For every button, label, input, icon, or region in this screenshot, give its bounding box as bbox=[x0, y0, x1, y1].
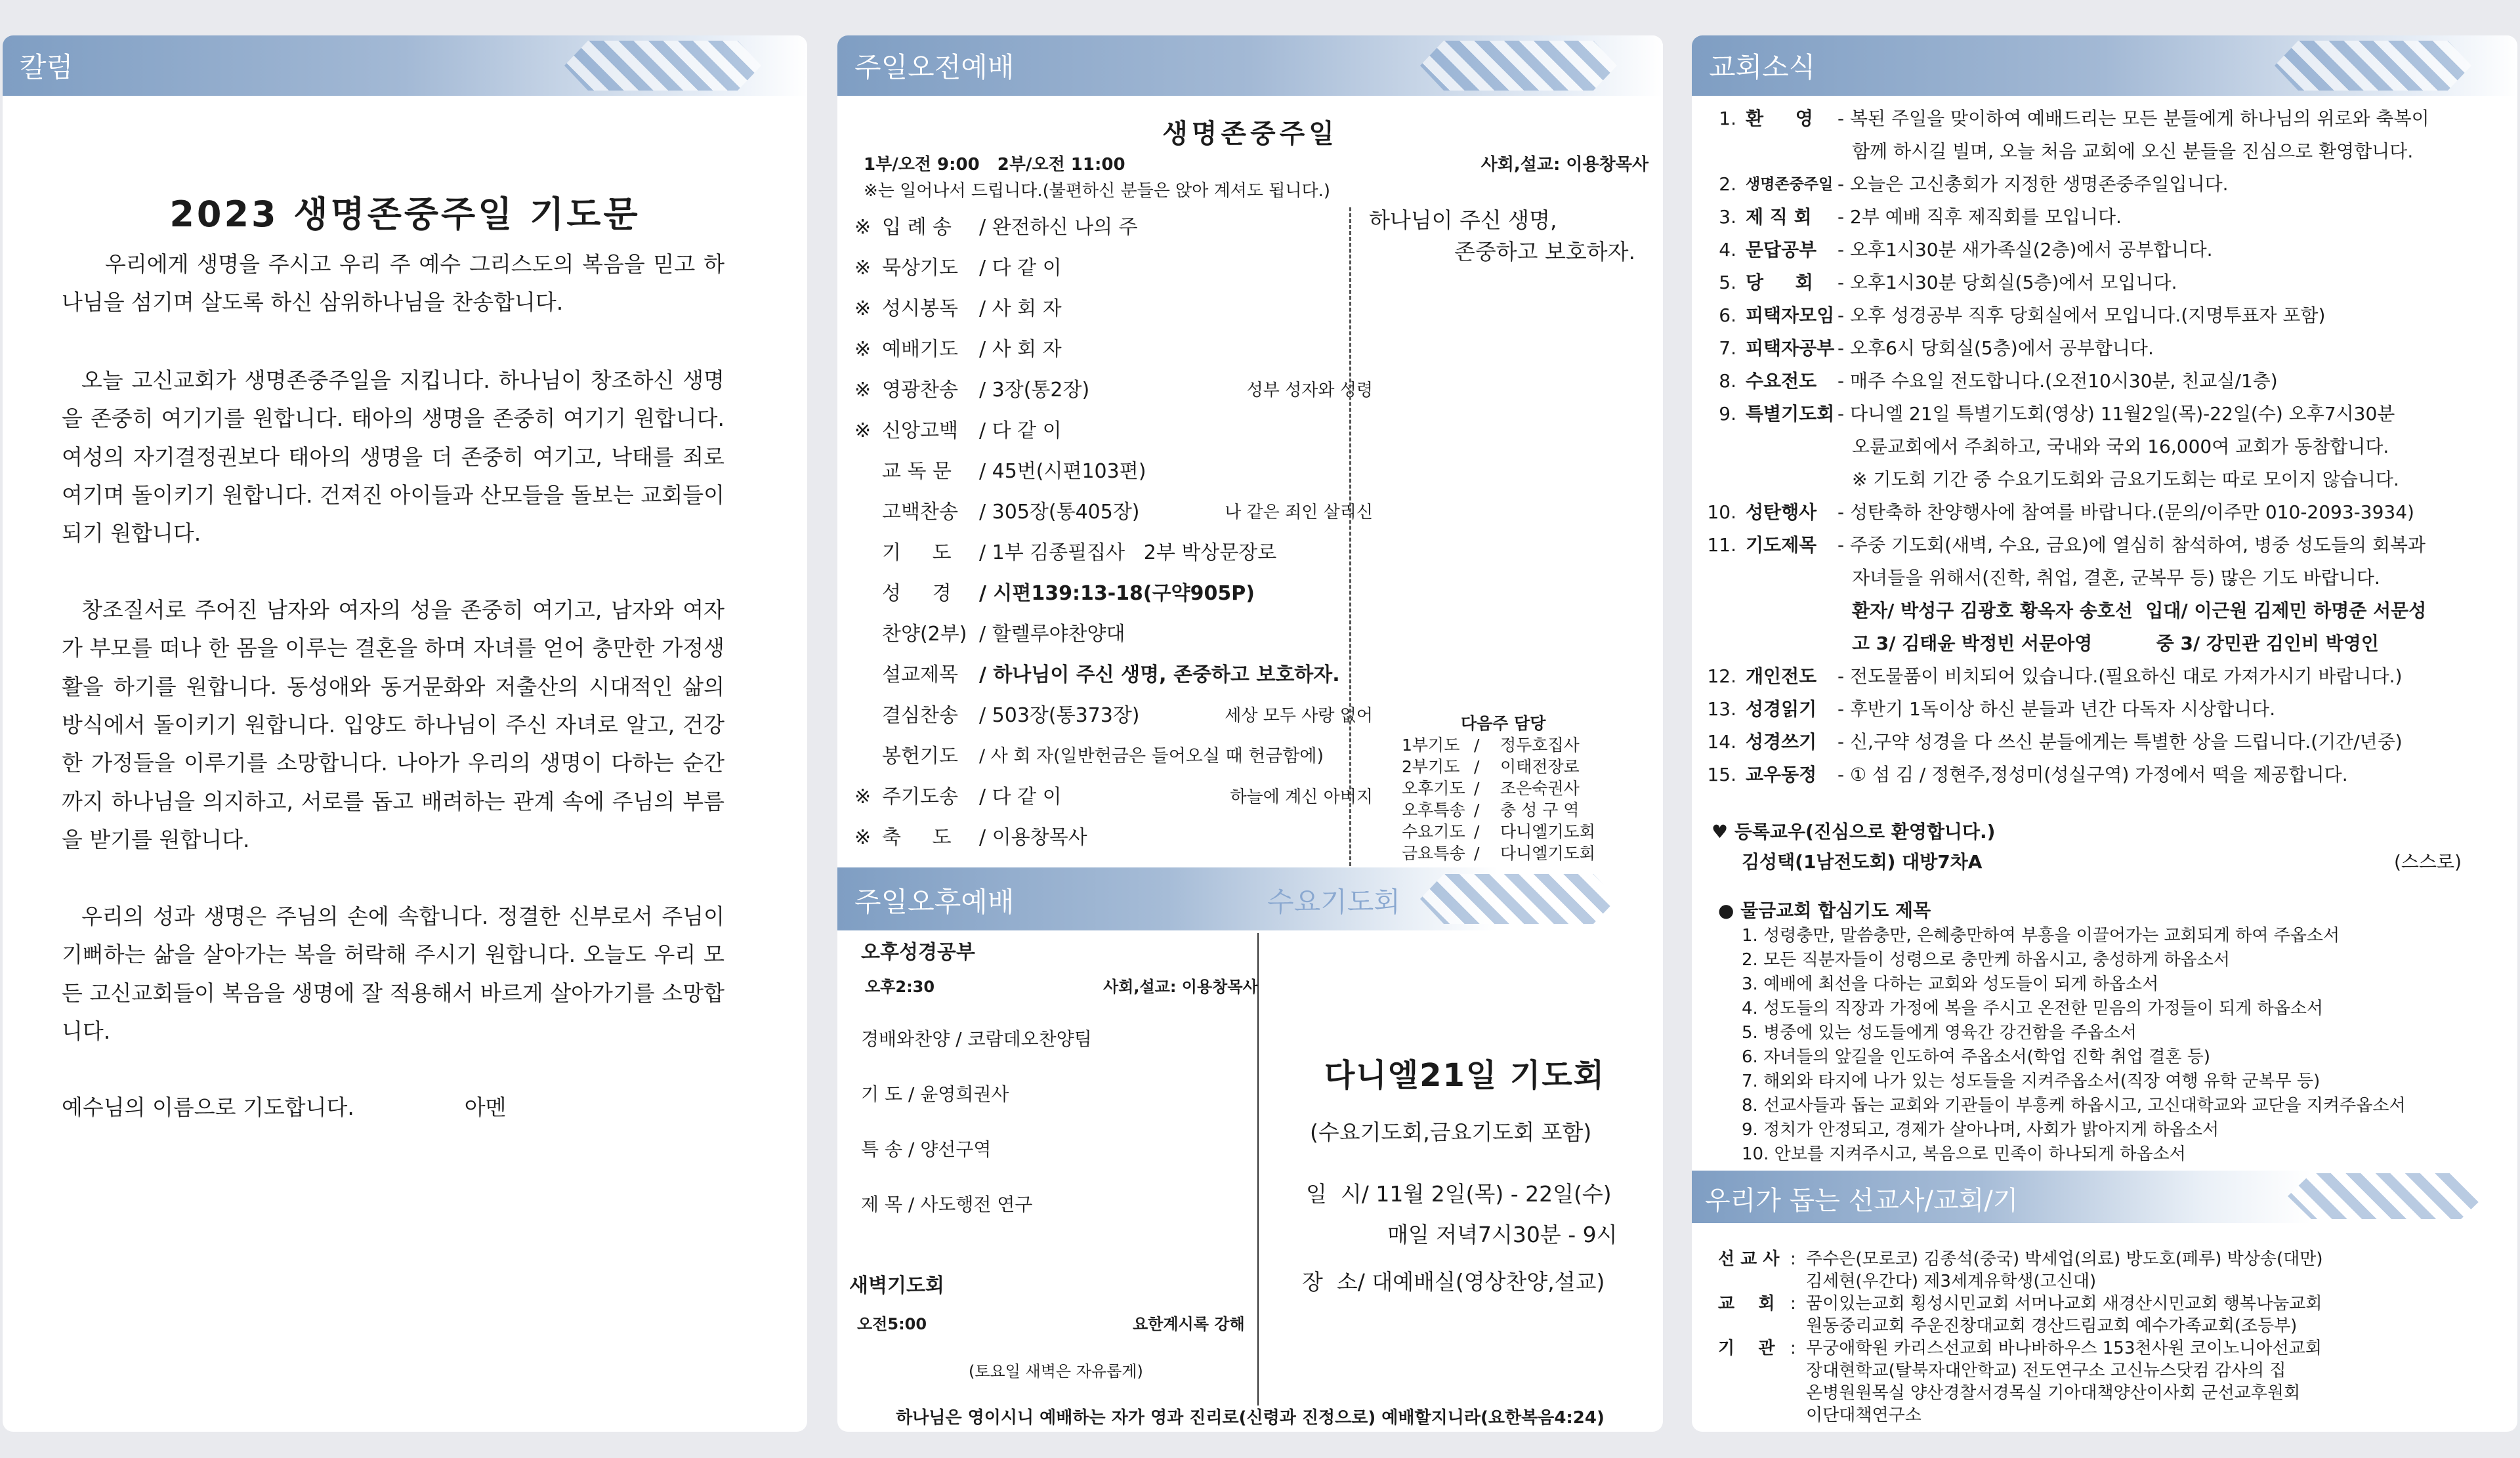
order-value: / 45번(시편103편) bbox=[979, 460, 1146, 483]
next-role: 1부기도 bbox=[1402, 736, 1460, 755]
order-row bbox=[854, 370, 1373, 411]
order-row bbox=[854, 329, 1373, 370]
diamond-pattern bbox=[1420, 41, 1617, 91]
order-value: / 1부 김종필집사 2부 박상문장로 bbox=[979, 541, 1277, 564]
paragraph: 예수님의 이름으로 기도합니다. 아멘 bbox=[62, 1094, 507, 1121]
news-item bbox=[1700, 529, 2507, 660]
news-item bbox=[1700, 398, 2507, 496]
news-text bbox=[1838, 726, 2507, 759]
dawn-note: (토요일 새벽은 자유롭게) bbox=[969, 1362, 1143, 1381]
order-row bbox=[854, 248, 1373, 289]
news-list bbox=[1700, 102, 2507, 791]
order-value: / 사 회 자(일반헌금은 들어오실 때 헌금함에) bbox=[979, 746, 1324, 766]
service-order bbox=[854, 207, 1373, 858]
news-number: 1. bbox=[1719, 108, 1736, 129]
registered-title: ♥ 등록교우(진심으로 환영합니다.) bbox=[1712, 821, 1996, 843]
news-line: - 매주 수요일 전도합니다.(오전10시30분, 친교실/1층) bbox=[1838, 370, 2278, 392]
news-number: 10. bbox=[1707, 501, 1736, 523]
paragraph: 우리에게 생명을 주시고 우리 주 예수 그리스도의 복음을 믿고 하나님을 섬기며 살도록 하신 삼위하나님을 찬송합니다. bbox=[62, 251, 724, 316]
order-row bbox=[854, 289, 1373, 329]
news-number: 7. bbox=[1719, 337, 1736, 359]
pm-order-row: 제 목 / 사도행전 연구 bbox=[861, 1194, 1033, 1215]
news-number: 6. bbox=[1719, 304, 1736, 326]
order-name: 봉헌기도 bbox=[882, 745, 958, 768]
order-name: 예배기도 bbox=[882, 338, 958, 361]
order-row bbox=[854, 736, 1373, 777]
order-mark bbox=[854, 533, 882, 573]
next-person: 다니엘기도회 bbox=[1500, 844, 1595, 863]
order-name: 성시봉독 bbox=[882, 297, 958, 320]
news-item bbox=[1700, 726, 2507, 759]
news-text bbox=[1838, 660, 2507, 693]
news-key: 생명존중주일 bbox=[1746, 176, 1834, 193]
next-row: 금요특송 / 다니엘기도회 bbox=[1402, 844, 1595, 863]
order-mark bbox=[854, 655, 882, 696]
joint-prayer-item: 9. 정치가 안정되고, 경제가 살아나며, 사회가 밝아지게 하옵소서 bbox=[1742, 1120, 2219, 1140]
order-name: 고백찬송 bbox=[882, 501, 958, 524]
news-line: - 복된 주일을 맞이하여 예배드리는 모든 분들에게 하나님의 위로와 축복이 bbox=[1838, 108, 2429, 129]
news-number: 5. bbox=[1719, 272, 1736, 293]
order-name: 설교제목 bbox=[882, 663, 958, 686]
diamond-pattern bbox=[564, 41, 761, 91]
paragraph: 창조질서로 주어진 남자와 여자의 성을 존중히 여기고, 남자와 여자가 부모를 떠나 한 몸을 이루는 결혼을 하며 자녀를 얻어 충만한 가정생활을 하기를 원합니다. 동성애와 동거문화와 저출산의 시대적인 삶의 방식에서 돌이키기 원합니다. 입양도 하나님이 주신 자녀로 알고, 건강한 가정들을 이루기를 소망합니다. 나아가 우리의 생명이 다하는 순간까지 하나님을 의지하고, 서로를 돕고 배려하는 관계 속에 주님의 부름을 받기를 원합니다. bbox=[62, 596, 724, 853]
divider bbox=[1349, 207, 1351, 890]
order-name: 찬양(2부) bbox=[882, 623, 967, 646]
order-row bbox=[854, 492, 1373, 533]
prayer-title: 2023 생명존중주일 기도문 bbox=[169, 194, 640, 235]
paragraph: 오늘 고신교회가 생명존중주일을 지킵니다. 하나님이 창조하신 생명을 존중히 여기기를 원합니다. 태아의 생명을 존중히 여기기 원합니다. 여성의 자기결정권보다 태아의 생명을 더 존중히 여기고, 낙태를 죄로 여기며 돌이키기 원합니다. 건져진 아이들과 산모들을 돌보는 교회들이 되기 원합니다. bbox=[62, 367, 724, 547]
news-text bbox=[1838, 102, 2507, 168]
order-row bbox=[854, 818, 1373, 858]
joint-prayer-item: 3. 예배에 최선을 다하는 교회와 성도들이 되게 하옵소서 bbox=[1742, 974, 2159, 994]
joint-prayer-item: 1. 성령충만, 말씀충만, 은혜충만하여 부흥을 이끌어가는 교회되게 하여 주옵소서 bbox=[1742, 926, 2340, 946]
column-header: 칼럼 bbox=[3, 35, 807, 96]
pm-leader: 사회,설교: 이용창목사 bbox=[1103, 978, 1258, 996]
news-number: 14. bbox=[1707, 731, 1736, 753]
pm-order-row: 경배와찬양 / 코람데오찬양팀 bbox=[861, 1028, 1092, 1050]
news-item bbox=[1700, 759, 2507, 791]
registered-name: 김성택(1남전도회) 대방7차A bbox=[1742, 851, 1983, 873]
order-mark: ※ bbox=[854, 826, 872, 849]
mission-line: 원동중리교회 주운진창대교회 경산드림교회 예수가족교회(조등부) bbox=[1806, 1316, 2298, 1336]
diamond-pattern bbox=[1420, 874, 1617, 924]
news-text bbox=[1838, 266, 2507, 299]
pm-order-row: 특 송 / 양선구역 bbox=[861, 1138, 992, 1160]
order-mark: ※ bbox=[854, 257, 872, 280]
order-value: / 완전하신 나의 주 bbox=[979, 216, 1138, 239]
order-value: / 사 회 자 bbox=[979, 338, 1062, 361]
wed-title: 다니엘21일 기도회 bbox=[1324, 1057, 1606, 1094]
mission-group: 교 회 : 꿈이있는교회 횡성시민교회 서머나교회 새경산시민교회 행복나눔교회 원동중리교회 주운진창대교회 경산드림교회 예수가족교회(조등부) bbox=[1718, 1294, 2322, 1336]
joint-prayer-item: 2. 모든 직분자들이 성령으로 충만케 하옵시고, 충성하게 하옵소서 bbox=[1742, 950, 2230, 970]
pm-time: 오후2:30 bbox=[865, 978, 935, 996]
order-row bbox=[854, 533, 1373, 573]
news-key: 기도제목 bbox=[1746, 534, 1817, 556]
pm-order-row: 기 도 / 윤영희권사 bbox=[861, 1083, 1009, 1105]
mission-key: 교 회 bbox=[1718, 1294, 1775, 1314]
service-header: 주일오전예배 bbox=[837, 35, 1663, 96]
news-text bbox=[1838, 365, 2507, 398]
order-name: 기 도 bbox=[882, 541, 952, 564]
news-line: ※ 기도회 기간 중 수요기도회와 금요기도회는 따로 모이지 않습니다. bbox=[1852, 469, 2399, 490]
joint-prayer-item: 10. 안보를 지켜주시고, 복음으로 민족이 하나되게 하옵소서 bbox=[1742, 1144, 2186, 1164]
news-line: - 2부 예배 직후 제직회를 모입니다. bbox=[1838, 206, 2122, 228]
next-role: 오후특송 bbox=[1402, 801, 1465, 820]
order-name: 신앙고백 bbox=[882, 419, 958, 442]
news-line: - 주중 기도회(새벽, 수요, 금요)에 열심히 참석하여, 병중 성도들의 회복과 bbox=[1838, 534, 2426, 556]
news-text bbox=[1838, 529, 2507, 660]
diamond-pattern bbox=[2275, 41, 2471, 91]
order-row bbox=[854, 573, 1373, 614]
order-value: / 시편139:13-18(구약905P) bbox=[979, 582, 1255, 605]
order-row bbox=[854, 777, 1373, 818]
order-mark: ※ bbox=[854, 297, 872, 320]
mission-line: 무궁애학원 카리스선교회 바나바하우스 153천사원 코이노니아선교회 bbox=[1806, 1339, 2322, 1358]
order-mark: ※ bbox=[854, 419, 872, 442]
order-name: 영광찬송 bbox=[882, 379, 958, 402]
mission-line: 이단대책연구소 bbox=[1806, 1406, 1922, 1425]
next-role: 수요기도 bbox=[1402, 822, 1465, 841]
news-item bbox=[1700, 266, 2507, 299]
news-number: 9. bbox=[1719, 403, 1736, 425]
paragraph: 우리의 성과 생명은 주님의 손에 속합니다. 정결한 신부로서 주님이 기뻐하는 삶을 살아가는 복을 허락해 주시기 원합니다. 오늘도 우리 모든 고신교회들이 복음을 생명에 잘 적용해서 바르게 살아가기를 소망합니다. bbox=[62, 903, 724, 1044]
mission-line: 주수은(모로코) 김종석(중국) 박세업(의료) 방도호(페루) 박상송(대만) bbox=[1806, 1249, 2323, 1269]
news-key: 성경쓰기 bbox=[1746, 731, 1817, 753]
next-role: 금요특송 bbox=[1402, 844, 1465, 863]
news-text bbox=[1838, 234, 2507, 266]
news-text bbox=[1838, 201, 2507, 234]
order-value: / 할렐루야찬양대 bbox=[979, 623, 1125, 646]
news-line: 환자/ 박성구 김광호 황옥자 송호선 입대/ 이근원 김제민 하명준 서문성 bbox=[1852, 600, 2427, 621]
mission-text bbox=[1806, 1248, 2323, 1293]
news-key: 당 회 bbox=[1746, 272, 1813, 293]
mission-list bbox=[1718, 1248, 2323, 1427]
order-value: / 503장(통373장) bbox=[979, 704, 1140, 727]
order-extra: 하늘에 계신 아버지 bbox=[1230, 787, 1373, 807]
joint-prayer-item: 5. 병중에 있는 성도들에게 영육간 강건함을 주옵소서 bbox=[1742, 1023, 2137, 1043]
next-role: 오후기도 bbox=[1402, 779, 1465, 798]
order-extra: 나 같은 죄인 살리신 bbox=[1225, 503, 1373, 522]
news-item bbox=[1700, 660, 2507, 693]
news-number: 2. bbox=[1719, 173, 1736, 195]
news-line: 함께 하시길 빌며, 오늘 처음 교회에 오신 분들을 진심으로 환영합니다. bbox=[1852, 140, 2414, 162]
wed-place: 장 소/ 대예배실(영상찬양,설교) bbox=[1302, 1269, 1605, 1295]
registered-by: (스스로) bbox=[2394, 851, 2462, 873]
order-row bbox=[854, 655, 1373, 696]
pm-header: 주일오후예배 수요기도회 bbox=[837, 867, 1663, 930]
next-row: 오후기도 / 조은숙권사 bbox=[1402, 779, 1580, 798]
news-key: 환 영 bbox=[1746, 108, 1813, 129]
pm-title: 오후성경공부 bbox=[861, 941, 975, 964]
news-key: 특별기도회 bbox=[1746, 403, 1835, 425]
joint-prayer-item: 7. 해외와 타지에 나가 있는 성도들을 지켜주옵소서(직장 여행 유학 군복무 등) bbox=[1742, 1072, 2320, 1091]
news-text bbox=[1838, 332, 2507, 365]
order-mark: ※ bbox=[854, 785, 872, 808]
dawn-text: 요한계시록 강해 bbox=[1133, 1315, 1245, 1333]
wed-date: 일 시/ 11월 2일(목) - 22일(수) bbox=[1306, 1181, 1612, 1207]
news-key: 성경읽기 bbox=[1746, 698, 1817, 720]
service-times: 1부/오전 9:00 2부/오전 11:00 bbox=[864, 155, 1125, 175]
order-mark bbox=[854, 736, 882, 777]
next-row: 2부기도 / 이태전장로 bbox=[1402, 757, 1580, 776]
order-row bbox=[854, 207, 1373, 248]
news-line: - 오후 성경공부 직후 당회실에서 모입니다.(지명투표자 포함) bbox=[1838, 304, 2326, 326]
news-line: - 오늘은 고신총회가 지정한 생명존중주일입니다. bbox=[1838, 173, 2229, 195]
pm-order bbox=[861, 1012, 1092, 1232]
order-name: 결심찬송 bbox=[882, 704, 958, 727]
order-mark bbox=[854, 696, 882, 736]
order-value: / 305장(통405장) bbox=[979, 501, 1140, 524]
news-text bbox=[1838, 759, 2507, 791]
order-name: 입 례 송 bbox=[882, 216, 952, 239]
news-line: - 오후1시30분 당회실(5층)에서 모입니다. bbox=[1838, 272, 2177, 293]
diamond-pattern bbox=[2288, 1173, 2485, 1219]
news-key: 피택자공부 bbox=[1746, 337, 1835, 359]
order-mark: ※ bbox=[854, 379, 872, 402]
next-person: 다니엘기도회 bbox=[1500, 822, 1595, 841]
news-text bbox=[1838, 168, 2507, 201]
wed-time: 매일 저녁7시30분 - 9시 bbox=[1387, 1222, 1618, 1247]
news-number: 4. bbox=[1719, 239, 1736, 260]
mission-group: 기 관 : 무궁애학원 카리스선교회 바나바하우스 153천사원 코이노니아선교회 장대현학교(탈북자대안학교) 전도연구소 고신뉴스닷컴 감사의 집 온병원원목실 양산경찰서경목실 기아대책양산이사회 군선교후원회 이단대책연구소 bbox=[1718, 1339, 2322, 1425]
order-name: 성 경 bbox=[882, 582, 952, 605]
news-item bbox=[1700, 299, 2507, 332]
news-number: 15. bbox=[1707, 764, 1736, 785]
next-person: 조은숙권사 bbox=[1500, 779, 1580, 798]
news-line: - 다니엘 21일 특별기도회(영상) 11월2일(목)-22일(수) 오후7시30분 bbox=[1838, 403, 2395, 425]
order-mark bbox=[854, 573, 882, 614]
news-header: 교회소식 bbox=[1692, 35, 2517, 96]
news-line: - 오후1시30분 새가족실(2층)에서 공부합니다. bbox=[1838, 239, 2213, 260]
news-item bbox=[1700, 693, 2507, 726]
order-name: 주기도송 bbox=[882, 785, 958, 808]
next-role: 2부기도 bbox=[1402, 757, 1460, 776]
joint-prayer-title: ● 물금교회 합심기도 제목 bbox=[1718, 900, 1931, 921]
order-row bbox=[854, 451, 1373, 492]
footer-verse: 하나님은 영이시니 예배하는 자가 영과 진리로(신령과 진정으로) 예배할지니라(요한복음4:24) bbox=[896, 1408, 1605, 1428]
mission-group: 선 교 사 : 주수은(모로코) 김종석(중국) 박세업(의료) 방도호(페루) 박상송(대만) 김세현(우간다) 제3세계유학생(고신대) bbox=[1718, 1249, 2323, 1291]
mission-header: 우리가 돕는 선교사/교회/기 bbox=[1692, 1171, 2517, 1223]
order-mark bbox=[854, 492, 882, 533]
order-row bbox=[854, 696, 1373, 736]
service-title: 생명존중주일 bbox=[1162, 119, 1338, 149]
mission-line: 장대현학교(탈북자대안학교) 전도연구소 고신뉴스닷컴 감사의 집 bbox=[1806, 1361, 2286, 1381]
news-number: 13. bbox=[1707, 698, 1736, 720]
news-item bbox=[1700, 234, 2507, 266]
news-line: - 신,구약 성경을 다 쓰신 분들에게는 특별한 상을 드립니다.(기간/년중) bbox=[1838, 731, 2403, 753]
news-text bbox=[1838, 398, 2507, 496]
news-line: - 오후6시 당회실(5층)에서 공부합니다. bbox=[1838, 337, 2154, 359]
order-extra: 세상 모두 사랑 없어 bbox=[1225, 706, 1373, 726]
next-person: 정두호집사 bbox=[1500, 736, 1580, 755]
order-value: / 다 같 이 bbox=[979, 785, 1062, 808]
order-mark: ※ bbox=[854, 338, 872, 361]
order-row bbox=[854, 614, 1373, 655]
wed-sub: (수요기도회,금요기도회 포함) bbox=[1310, 1119, 1592, 1145]
dawn-title: 새벽기도회 bbox=[849, 1274, 944, 1297]
news-line: - 전도물품이 비치되어 있습니다.(필요하신 대로 가져가시기 바랍니다.) bbox=[1838, 665, 2403, 687]
divider bbox=[1257, 933, 1259, 1406]
mission-key: 기 관 bbox=[1718, 1339, 1775, 1358]
mission-text bbox=[1806, 1293, 2322, 1337]
news-key: 피택자모임 bbox=[1746, 304, 1835, 326]
order-mark bbox=[854, 614, 882, 655]
news-item bbox=[1700, 496, 2507, 529]
next-row: 오후특송 / 충 성 구 역 bbox=[1402, 801, 1580, 820]
order-value: / 다 같 이 bbox=[979, 257, 1062, 280]
order-value: / 다 같 이 bbox=[979, 419, 1062, 442]
joint-prayer-item: 4. 성도들의 직장과 가정에 복을 주시고 온전한 믿음의 가정들이 되게 하옵소서 bbox=[1742, 999, 2324, 1018]
order-name: 교 독 문 bbox=[882, 460, 952, 483]
news-number: 11. bbox=[1707, 534, 1736, 556]
order-mark: ※ bbox=[854, 216, 872, 239]
joint-prayer-item: 8. 선교사들과 돕는 교회와 기관들이 부흥케 하옵시고, 고신대학교와 교단을 지켜주옵소서 bbox=[1742, 1096, 2406, 1115]
next-person: 이태전장로 bbox=[1500, 757, 1580, 776]
news-key: 개인전도 bbox=[1746, 665, 1817, 687]
news-number: 12. bbox=[1707, 665, 1736, 687]
order-extra: 성부 성자와 성령 bbox=[1246, 381, 1373, 400]
next-row: 수요기도 / 다니엘기도회 bbox=[1402, 822, 1595, 841]
joint-prayer-list bbox=[1742, 924, 2406, 1167]
order-value: / 이용창목사 bbox=[979, 826, 1087, 849]
mission-line: 꿈이있는교회 횡성시민교회 서머나교회 새경산시민교회 행복나눔교회 bbox=[1806, 1294, 2322, 1314]
dawn-time: 오전5:00 bbox=[857, 1315, 927, 1333]
joint-prayer-item: 6. 자녀들의 앞길을 인도하여 주옵소서(학업 진학 취업 결혼 등) bbox=[1742, 1047, 2210, 1067]
news-line: 오륜교회에서 주최하고, 국내와 국외 16,000여 교회가 동참합니다. bbox=[1852, 436, 2389, 457]
news-line: - 후반기 1독이상 하신 분들과 년간 다독자 시상합니다. bbox=[1838, 698, 2276, 720]
next-week-duty: 다음주 담당 1부기도 / 정두호집사 2부기도 / 이태전장로 오후기도 / 조은숙권사 오후특송 / 충 성 구 역 수요기도 / 다니엘기도회 금요특송 / 다니엘기도회 bbox=[1402, 714, 1595, 863]
news-item bbox=[1700, 168, 2507, 201]
news-text bbox=[1838, 693, 2507, 726]
mission-text bbox=[1806, 1337, 2322, 1427]
order-mark bbox=[854, 451, 882, 492]
news-key: 성탄행사 bbox=[1746, 501, 1817, 523]
column-panel bbox=[3, 35, 807, 1432]
order-value: / 사 회 자 bbox=[979, 297, 1062, 320]
news-line: 자녀들을 위해서(진학, 취업, 결혼, 군복무 등) 많은 기도 바랍니다. bbox=[1852, 567, 2380, 589]
next-person: 충 성 구 역 bbox=[1500, 801, 1580, 820]
news-item bbox=[1700, 332, 2507, 365]
news-item bbox=[1700, 365, 2507, 398]
order-value: / 하나님이 주신 생명, 존중하고 보호하자. bbox=[979, 663, 1340, 686]
church-news-panel bbox=[1692, 35, 2517, 1432]
order-name: 축 도 bbox=[882, 826, 952, 849]
news-line: - ① 섬 김 / 정현주,정성미(성실구역) 가정에서 떡을 제공합니다. bbox=[1838, 764, 2348, 785]
order-row bbox=[854, 411, 1373, 451]
news-line: 고 3/ 김태윤 박정빈 서문아영 중 3/ 강민관 김인비 박영인 bbox=[1852, 633, 2379, 654]
mission-key: 선 교 사 bbox=[1718, 1249, 1780, 1269]
news-item bbox=[1700, 201, 2507, 234]
order-value: / 3장(통2장) bbox=[979, 379, 1090, 402]
next-row: 1부기도 / 정두호집사 bbox=[1402, 736, 1580, 755]
prayer-body bbox=[62, 245, 724, 1127]
order-name: 묵상기도 bbox=[882, 257, 958, 280]
news-number: 8. bbox=[1719, 370, 1736, 392]
mission-line: 김세현(우간다) 제3세계유학생(고신대) bbox=[1806, 1272, 2097, 1291]
news-key: 문답공부 bbox=[1746, 239, 1817, 260]
service-theme: 하나님이 주신 생명, 존중하고 보호하자. bbox=[1369, 207, 1636, 264]
service-leader: 사회,설교: 이용창목사 bbox=[1480, 155, 1648, 175]
news-key: 제 직 회 bbox=[1746, 206, 1812, 228]
service-note: ※는 일어나서 드립니다.(불편하신 분들은 앉아 계셔도 됩니다.) bbox=[864, 181, 1330, 201]
news-item bbox=[1700, 102, 2507, 168]
news-key: 수요전도 bbox=[1746, 370, 1817, 392]
sunday-service-panel bbox=[837, 35, 1663, 1432]
mission-line: 온병원원목실 양산경찰서경목실 기아대책양산이사회 군선교후원회 bbox=[1806, 1383, 2301, 1403]
news-key: 교우동정 bbox=[1746, 764, 1817, 785]
news-text bbox=[1838, 496, 2507, 529]
news-text bbox=[1838, 299, 2507, 332]
news-line: - 성탄축하 찬양행사에 참여를 바랍니다.(문의/이주만 010-2093-3934) bbox=[1838, 501, 2414, 523]
news-number: 3. bbox=[1719, 206, 1736, 228]
